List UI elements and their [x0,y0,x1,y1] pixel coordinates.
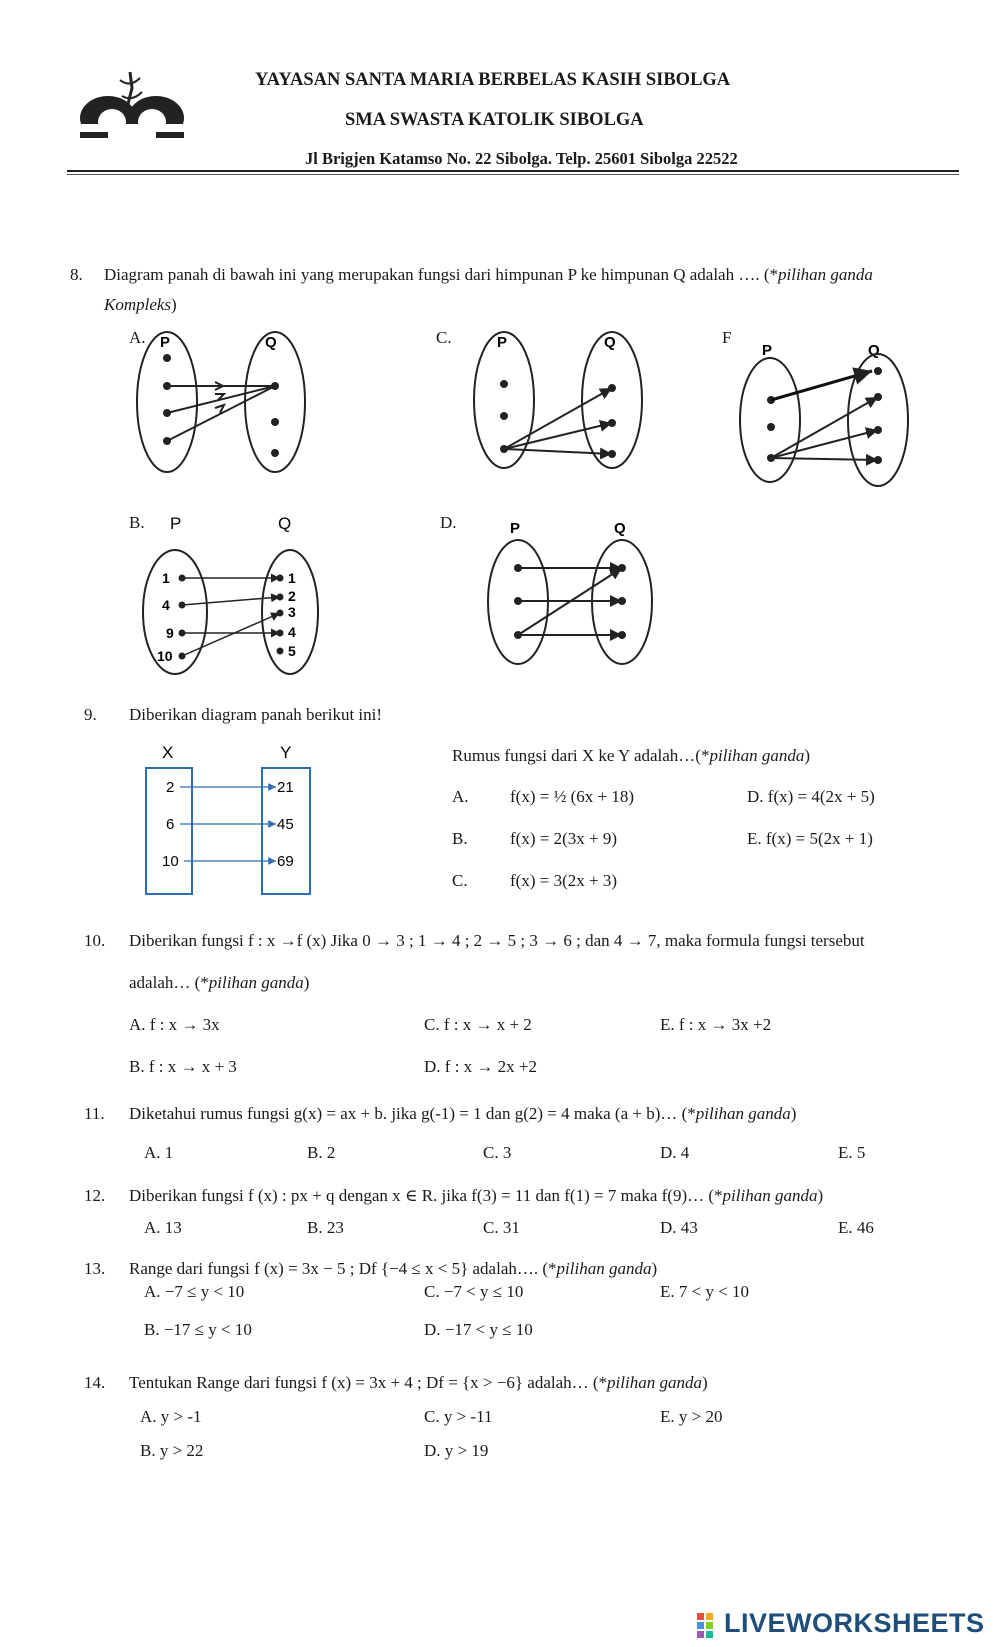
b-right-5: 5 [288,643,296,659]
q9-y-45: 45 [277,816,294,833]
q10-number: 10. [84,931,106,950]
q10-option-d: D. f : x → 2x +2 [424,1057,537,1076]
q9-arrow-diagram [140,740,320,900]
q13-option-c: C. −7 < y ≤ 10 [424,1282,524,1301]
q8-option-c-label: C. [436,328,452,347]
q11-text: Diketahui rumus fungsi g(x) = ax + b. jika g(-1) = 1 dan g(2) = 4 maka (a + b)… (*pilihan ganda) [129,1104,797,1123]
q10-option-a: A. f : x → 3x [129,1015,220,1034]
q8-a-set-p-label: P [160,334,171,351]
q9-number: 9. [84,705,97,724]
q12-text: Diberikan fungsi f (x) : px + q dengan x ∈ R. jika f(3) = 11 dan f(1) = 7 maka f(9)… (*pilihan ganda) [129,1186,824,1205]
q9-x-2: 2 [166,779,175,796]
q8-d-set-p-label: P [510,520,521,537]
q8-text: Diagram panah di bawah ini yang merupakan fungsi dari himpunan P ke himpunan Q adalah …. (*pilihan ganda [104,265,873,284]
q9-option-c: f(x) = 3(2x + 3) [510,871,617,890]
q11-option-e: E. 5 [838,1143,866,1162]
q8-diagram-d [488,520,652,664]
b-left-1: 1 [162,570,170,586]
q9-option-b-label: B. [452,829,468,848]
q13-number: 13. [84,1259,106,1278]
q12-number: 12. [84,1186,106,1205]
b-right-4: 4 [288,624,296,640]
q14-option-e: E. y > 20 [660,1407,723,1426]
q13-text: Range dari fungsi f (x) = 3x − 5 ; Df {−4 ≤ x < 5} adalah…. (*pilihan ganda) [129,1259,658,1278]
b-left-10: 10 [157,648,173,664]
b-right-1: 1 [288,570,296,586]
q13-option-d: D. −17 < y ≤ 10 [424,1320,533,1339]
q9-option-d: D. f(x) = 4(2x + 5) [747,787,875,806]
q9-set-x-label: X [162,743,174,762]
q8-option-a-label: A. [129,328,146,347]
q12-option-b: B. 23 [307,1218,344,1237]
q14-option-b: B. y > 22 [140,1441,204,1460]
q9-y-21: 21 [277,779,294,796]
q8-f-set-q-label: Q [868,342,880,359]
q9-set-y-label: Y [280,743,292,762]
q13-option-b: B. −17 ≤ y < 10 [144,1320,252,1339]
q11-option-a: A. 1 [144,1143,174,1162]
b-right-3: 3 [288,604,296,620]
q8-b-set-p-label: P [170,514,182,533]
school-address: Jl Brigjen Katamso No. 22 Sibolga. Telp. 25601 Sibolga 22522 [305,149,738,168]
q9-option-c-label: C. [452,871,468,890]
q8-f-set-p-label: P [762,342,773,359]
b-left-4: 4 [162,597,170,613]
q13-option-a: A. −7 ≤ y < 10 [144,1282,245,1301]
q11-number: 11. [84,1104,105,1123]
q11-option-b: B. 2 [307,1143,336,1162]
q8-option-f-label: F [722,328,732,347]
q8-b-set-q-label: Q [278,514,292,533]
foundation-name: YAYASAN SANTA MARIA BERBELAS KASIH SIBOLGA [255,70,731,90]
q8-diagram-f [740,342,908,486]
q14-option-d: D. y > 19 [424,1441,489,1460]
q12-option-a: A. 13 [144,1218,182,1237]
q8-d-set-q-label: Q [614,520,626,537]
liveworksheets-logo-icon [696,1612,722,1639]
q8-a-set-q-label: Q [265,334,277,351]
q14-option-a: A. y > -1 [140,1407,202,1426]
q11-option-d: D. 4 [660,1143,690,1162]
q14-number: 14. [84,1373,106,1392]
b-right-2: 2 [288,588,296,604]
q10-text-cont: adalah… (*pilihan ganda) [129,973,310,992]
q10-option-b: B. f : x → x + 3 [129,1057,237,1076]
q9-option-a-label: A. [452,787,469,806]
q9-option-b: f(x) = 2(3x + 9) [510,829,617,848]
q8-c-set-p-label: P [497,334,508,351]
b-left-9: 9 [166,625,174,641]
q9-option-e: E. f(x) = 5(2x + 1) [747,829,873,848]
q12-option-c: C. 31 [483,1218,520,1237]
q11-option-c: C. 3 [483,1143,512,1162]
school-name: SMA SWASTA KATOLIK SIBOLGA [345,110,644,130]
q9-option-a: f(x) = ½ (6x + 18) [510,787,634,806]
q8-c-set-q-label: Q [604,334,616,351]
q10-text: Diberikan fungsi f : x →f (x) Jika 0 → 3 ; 1 → 4 ; 2 → 5 ; 3 → 6 ; dan 4 → 7, maka formula fungsi tersebut [129,931,865,950]
q8-number: 8. [70,265,83,284]
q9-x-6: 6 [166,816,175,833]
q8-option-d-label: D. [440,513,457,532]
q8-diagram-a [137,332,305,472]
q14-text: Tentukan Range dari fungsi f (x) = 3x + 4 ; Df = {x > −6} adalah… (*pilihan ganda) [129,1373,708,1392]
q9-y-69: 69 [277,853,294,870]
q9-x-10: 10 [162,853,179,870]
q8-text-cont: Kompleks) [104,295,177,314]
q12-option-e: E. 46 [838,1218,874,1237]
q8-diagram-b [143,514,318,674]
q8-arrow-diagrams [0,0,1000,700]
q10-option-e: E. f : x → 3x +2 [660,1015,772,1034]
q9-text: Diberikan diagram panah berikut ini! [129,705,383,724]
q8-diagram-c [474,332,642,468]
q8-option-b-label: B. [129,513,145,532]
q9-prompt: Rumus fungsi dari X ke Y adalah…(*pilihan ganda) [452,746,811,765]
q10-option-c: C. f : x → x + 2 [424,1015,532,1034]
liveworksheets-brand[interactable]: LIVEWORKSHEETS [724,1608,985,1638]
q12-option-d: D. 43 [660,1218,698,1237]
q14-option-c: C. y > -11 [424,1407,493,1426]
q13-option-e: E. 7 < y < 10 [660,1282,750,1301]
